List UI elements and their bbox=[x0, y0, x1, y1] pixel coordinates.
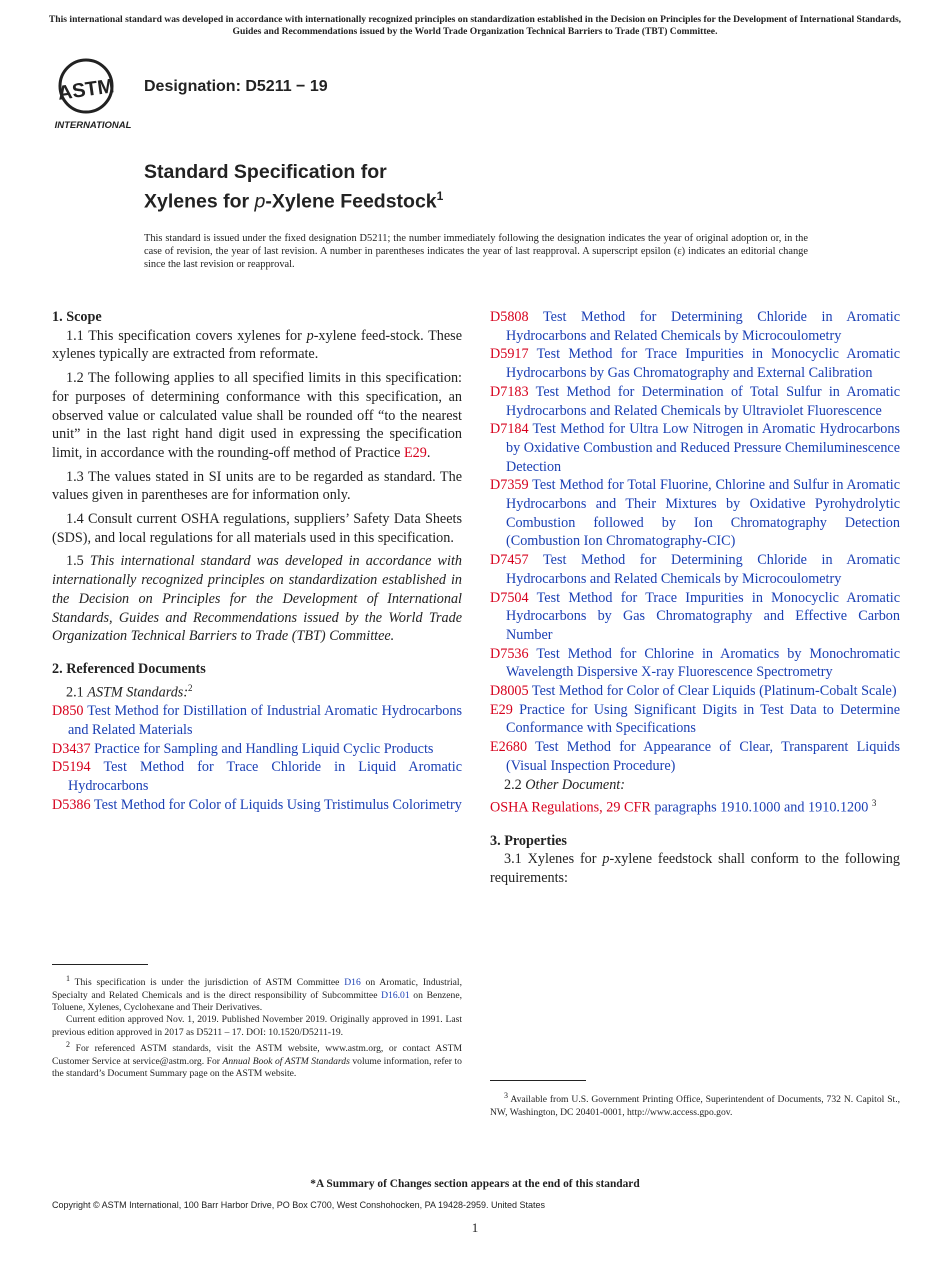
designation: Designation: D5211 − 19 bbox=[144, 78, 328, 95]
properties-3-1: 3.1 Xylenes for p-xylene feedstock shall conform to the following requirements: bbox=[490, 851, 900, 887]
properties-heading: 3. Properties bbox=[490, 832, 567, 849]
issue-note: This standard is issued under the fixed designation D5211; the number immediately following the designation indicates the year of original adoption or, in the case of revision, the year of last revision. A number in parentheses indicates the year of last reapproval. A superscript epsilon (ε) indicates an editorial change since the last revision or reapproval. bbox=[144, 233, 808, 271]
footnote-rule-left bbox=[52, 964, 148, 965]
copyright: Copyright © ASTM International, 100 Barr Harbor Drive, PO Box C700, West Conshohocken, PA 19428-2959. United States bbox=[52, 1200, 546, 1210]
right-column bbox=[490, 308, 900, 893]
scope-1-3: 1.3 The values stated in SI units are to be regarded as standard. The values given in parentheses are for information only. bbox=[52, 468, 462, 504]
ref-item[interactable]: D8005 Test Method for Color of Clear Liquids (Platinum-Cobalt Scale) bbox=[490, 683, 897, 700]
title-line-1: Standard Specification for bbox=[144, 161, 387, 183]
ref-item[interactable]: D5194 Test Method for Trace Chloride in Liquid Aromatic Hydrocarbons bbox=[52, 759, 462, 794]
scope-1-1: 1.1 This specification covers xylenes for p-xylene feed-stock. These xylenes typically are extracted from reformate. bbox=[52, 327, 462, 363]
scope-1-4: 1.4 Consult current OSHA regulations, suppliers’ Safety Data Sheets (SDS), and local regulations for all materials used in this specification. bbox=[52, 511, 462, 546]
other-document-sub: 2.2 Other Document: bbox=[504, 776, 625, 793]
left-column bbox=[52, 308, 462, 814]
title-line-2: Xylenes for p-Xylene Feedstock$^1$ bbox=[144, 189, 444, 213]
ref-list-left bbox=[52, 702, 462, 814]
link-d16[interactable]: D16 bbox=[344, 977, 361, 989]
document-title bbox=[144, 160, 443, 214]
wto-notice: This international standard was developed in accordance with internationally recognized principles on standardization established in the Decision on Principles for the Development of International Standards, Guides and Recommendations issued by the World Trade Organization Technical Barriers to Trade (TBT) Committee. bbox=[48, 14, 902, 37]
scope-heading: 1. Scope bbox=[52, 309, 102, 325]
footnote-2: $^2$ For referenced ASTM standards, visit the ASTM website, www.astm.org, or contact ASTM Customer Service at service@astm.org. For Annual Book of ASTM Standards volume information, refer to the standard’s Document Summary page on the ASTM website. bbox=[52, 1040, 462, 1080]
ref-item[interactable]: D7359 Test Method for Total Fluorine, Chlorine and Sulfur in Aromatic Hydrocarbons and Their Mixtures by Oxidative Pyrohydrolytic Combustion followed by Ion Chromatography Detection (Combustion Ion Chromatography-CIC) bbox=[490, 477, 900, 550]
ref-item[interactable]: D5917 Test Method for Trace Impurities in Monocyclic Aromatic Hydrocarbons by Gas Chromatography and External Calibration bbox=[490, 346, 900, 382]
astm-logo bbox=[52, 56, 134, 132]
ref-item[interactable]: D7504 Test Method for Trace Impurities in Monocyclic Aromatic Hydrocarbons by Gas Chromatography and Effective Carbon Number bbox=[490, 589, 900, 643]
link-e29[interactable]: E29 bbox=[403, 444, 427, 461]
refdocs-heading: 2. Referenced Documents bbox=[52, 660, 206, 677]
osha-ref[interactable]: OSHA Regulations, 29 CFR paragraphs 1910.1000 and 1910.1200 $^3$ bbox=[490, 798, 877, 817]
scope-1-5: 1.5 This international standard was developed in accordance with internationally recognized principles on standardization established in the Decision on Principles for the Development of International Standards, Guides and Recommendations issued by the World Trade Organization Technical Barriers to Trade (TBT) Committee. bbox=[52, 553, 462, 645]
summary-of-changes-note: *A Summary of Changes section appears at the end of this standard bbox=[310, 1178, 640, 1190]
scope-1-2: 1.2 The following applies to all specified limits in this specification: for purposes of determining conformance with this specification, an observed value or calculated value shall be rounded off “to the nearest unit” in the last right hand digit used in expressing the specification limit, in accordance with the rounding-off method of Practice E29. bbox=[52, 370, 462, 461]
footnote-rule-right bbox=[490, 1080, 586, 1081]
ref-item[interactable]: D5386 Test Method for Color of Liquids Using Tristimulus Colorimetry bbox=[52, 796, 462, 813]
edition-note: Current edition approved Nov. 1, 2019. Published November 2019. Originally approved in 1991. Last previous edition approved in 2017 as D5211 – 17. DOI: 10.1520/D5211-19. bbox=[52, 1014, 462, 1038]
ref-item[interactable]: D3437 Practice for Sampling and Handling Liquid Cyclic Products bbox=[52, 740, 434, 757]
logo-letters: ASTM bbox=[56, 75, 116, 105]
footnote-3: $^3$ Available from U.S. Government Printing Office, Superintendent of Documents, 732 N. Capitol St., NW, Washington, DC 20401-0001, http://www.access.gpo.gov. bbox=[490, 1091, 900, 1118]
footnotes-left bbox=[52, 973, 462, 1081]
logo-word: INTERNATIONAL bbox=[54, 120, 132, 131]
astm-standards-sub: 2.1 ASTM Standards:$^2$ bbox=[66, 682, 193, 701]
ref-list-right bbox=[490, 308, 900, 776]
ref-item[interactable]: D5808 Test Method for Determining Chloride in Aromatic Hydrocarbons and Related Chemicals by Microcoulometry bbox=[490, 309, 900, 344]
page-number: 1 bbox=[471, 1220, 479, 1235]
ref-item[interactable]: D850 Test Method for Distillation of Industrial Aromatic Hydrocarbons and Related Materials bbox=[52, 703, 462, 738]
ref-item[interactable]: E2680 Test Method for Appearance of Clear, Transparent Liquids (Visual Inspection Procedure) bbox=[490, 739, 900, 774]
footnote-1: $^1$ This specification is under the jurisdiction of ASTM Committee D16 on Aromatic, Industrial, Specialty and Related Chemicals and is the direct responsibility of Subcommittee D16.01 on Benzene, Toluene, Xylenes, Cyclohexane and Their Derivatives. bbox=[52, 974, 462, 1013]
ref-item[interactable]: E29 Practice for Using Significant Digits in Test Data to Determine Conformance with Specifications bbox=[490, 701, 900, 737]
ref-item[interactable]: D7183 Test Method for Determination of Total Sulfur in Aromatic Hydrocarbons and Related Chemicals by Ultraviolet Fluorescence bbox=[490, 383, 900, 419]
ref-item[interactable]: D7536 Test Method for Chlorine in Aromatics by Monochromatic Wavelength Dispersive X-ray Fluorescence Spectrometry bbox=[490, 645, 900, 681]
ref-item[interactable]: D7457 Test Method for Determining Chloride in Aromatic Hydrocarbons and Related Chemicals by Microcoulometry bbox=[490, 552, 900, 587]
link-d16-01[interactable]: D16.01 bbox=[381, 989, 410, 1001]
ref-item[interactable]: D7184 Test Method for Ultra Low Nitrogen in Aromatic Hydrocarbons by Oxidative Combustion and Reduced Pressure Chemiluminescence Detection bbox=[490, 421, 901, 475]
